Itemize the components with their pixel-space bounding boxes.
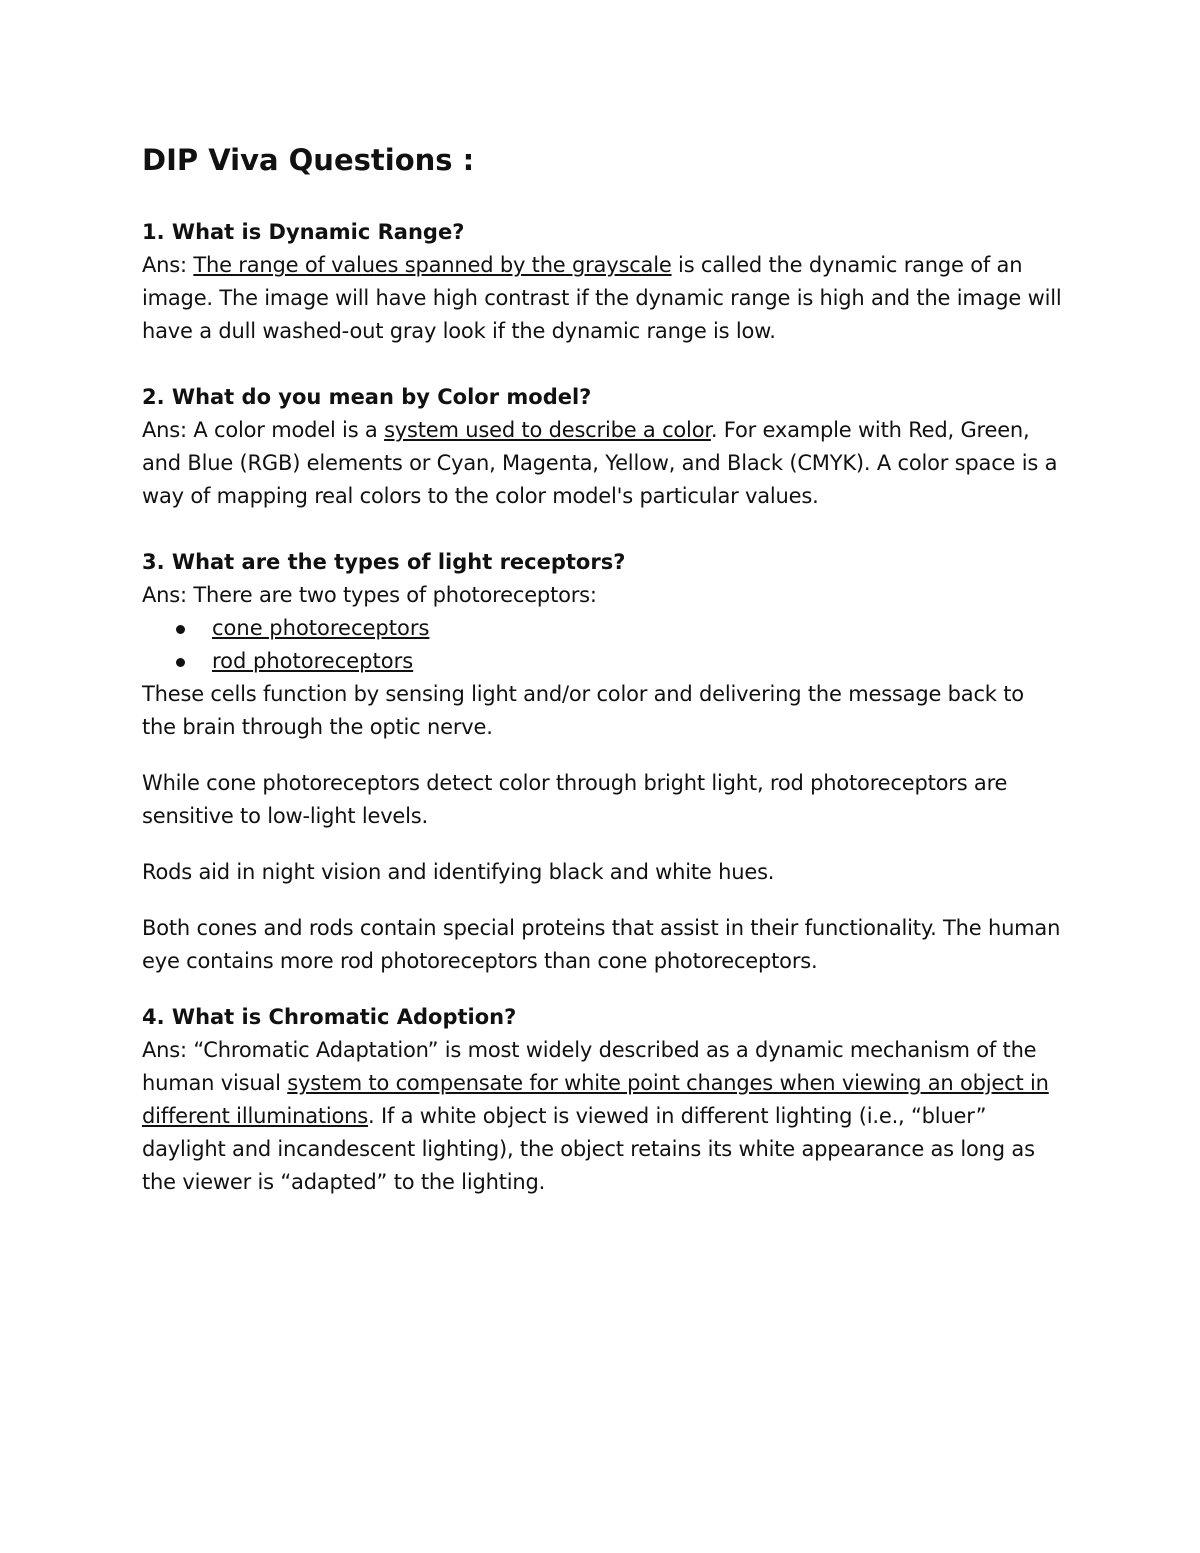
question-block-2: [142, 381, 1062, 513]
answer-2-link[interactable]: system used to describe a color: [384, 418, 711, 442]
question-block-4: [142, 1001, 1062, 1199]
answer-4-link[interactable]: system to compensate for white point changes when viewing an object in different illuminations: [142, 1071, 1049, 1128]
question-4-heading: 4. What is Chromatic Adoption?: [142, 1005, 517, 1029]
answer-3-para-4: Both cones and rods contain special proteins that assist in their functionality. The human eye contains more rod photoreceptors than cone photoreceptors.: [142, 916, 1061, 973]
answer-4-rest: . If a white object is viewed in different lighting (i.e., “bluer” daylight and incandescent lighting), the object retains its white appearance as long as the viewer is “adapted” to the lighting.: [142, 1104, 1035, 1194]
bullet-icon: [176, 625, 185, 634]
question-2-heading: 2. What do you mean by Color model?: [142, 385, 592, 409]
answer-2-prefix: Ans: A color model is a: [142, 418, 385, 442]
answer-2-rest: . For example with Red, Green, and Blue (RGB) elements or Cyan, Magenta, Yellow, and Black (CMYK). A color space is a way of mapping real colors to the color model's particular values.: [142, 418, 1058, 508]
document-title: DIP Viva Questions :: [142, 143, 475, 177]
photoreceptor-list: [142, 612, 1062, 678]
list-item: [212, 645, 1062, 678]
question-block-3: [142, 546, 1062, 978]
list-item-link[interactable]: rod photoreceptors: [212, 649, 414, 673]
answer-1-prefix: Ans:: [142, 253, 194, 277]
answer-3-para-3: Rods aid in night vision and identifying black and white hues.: [142, 860, 775, 884]
answer-1-link[interactable]: The range of values spanned by the grayscale: [193, 253, 672, 277]
question-3-heading: 3. What are the types of light receptors?: [142, 550, 626, 574]
question-block-1: [142, 216, 1062, 348]
bullet-icon: [176, 658, 185, 667]
answer-4-prefix: Ans: “Chromatic Adaptation” is most widely described as a dynamic mechanism of the human visual: [142, 1038, 1037, 1095]
answer-2: [142, 414, 1062, 513]
answer-3-para-1: These cells function by sensing light and/or color and delivering the message back to the brain through the optic nerve.: [142, 682, 1024, 739]
answer-3-intro: Ans: There are two types of photoreceptors:: [142, 583, 597, 607]
list-item: [212, 612, 1062, 645]
answer-3-para-2: While cone photoreceptors detect color through bright light, rod photoreceptors are sensitive to low-light levels.: [142, 771, 1008, 828]
document-page: [142, 138, 1062, 1199]
question-1-heading: 1. What is Dynamic Range?: [142, 220, 465, 244]
answer-1: [142, 249, 1062, 348]
answer-4: [142, 1034, 1062, 1199]
answer-1-rest: is called the dynamic range of an image. The image will have high contrast if the dynamic range is high and the image will have a dull washed-out gray look if the dynamic range is low.: [142, 253, 1062, 343]
list-item-link[interactable]: cone photoreceptors: [212, 616, 430, 640]
